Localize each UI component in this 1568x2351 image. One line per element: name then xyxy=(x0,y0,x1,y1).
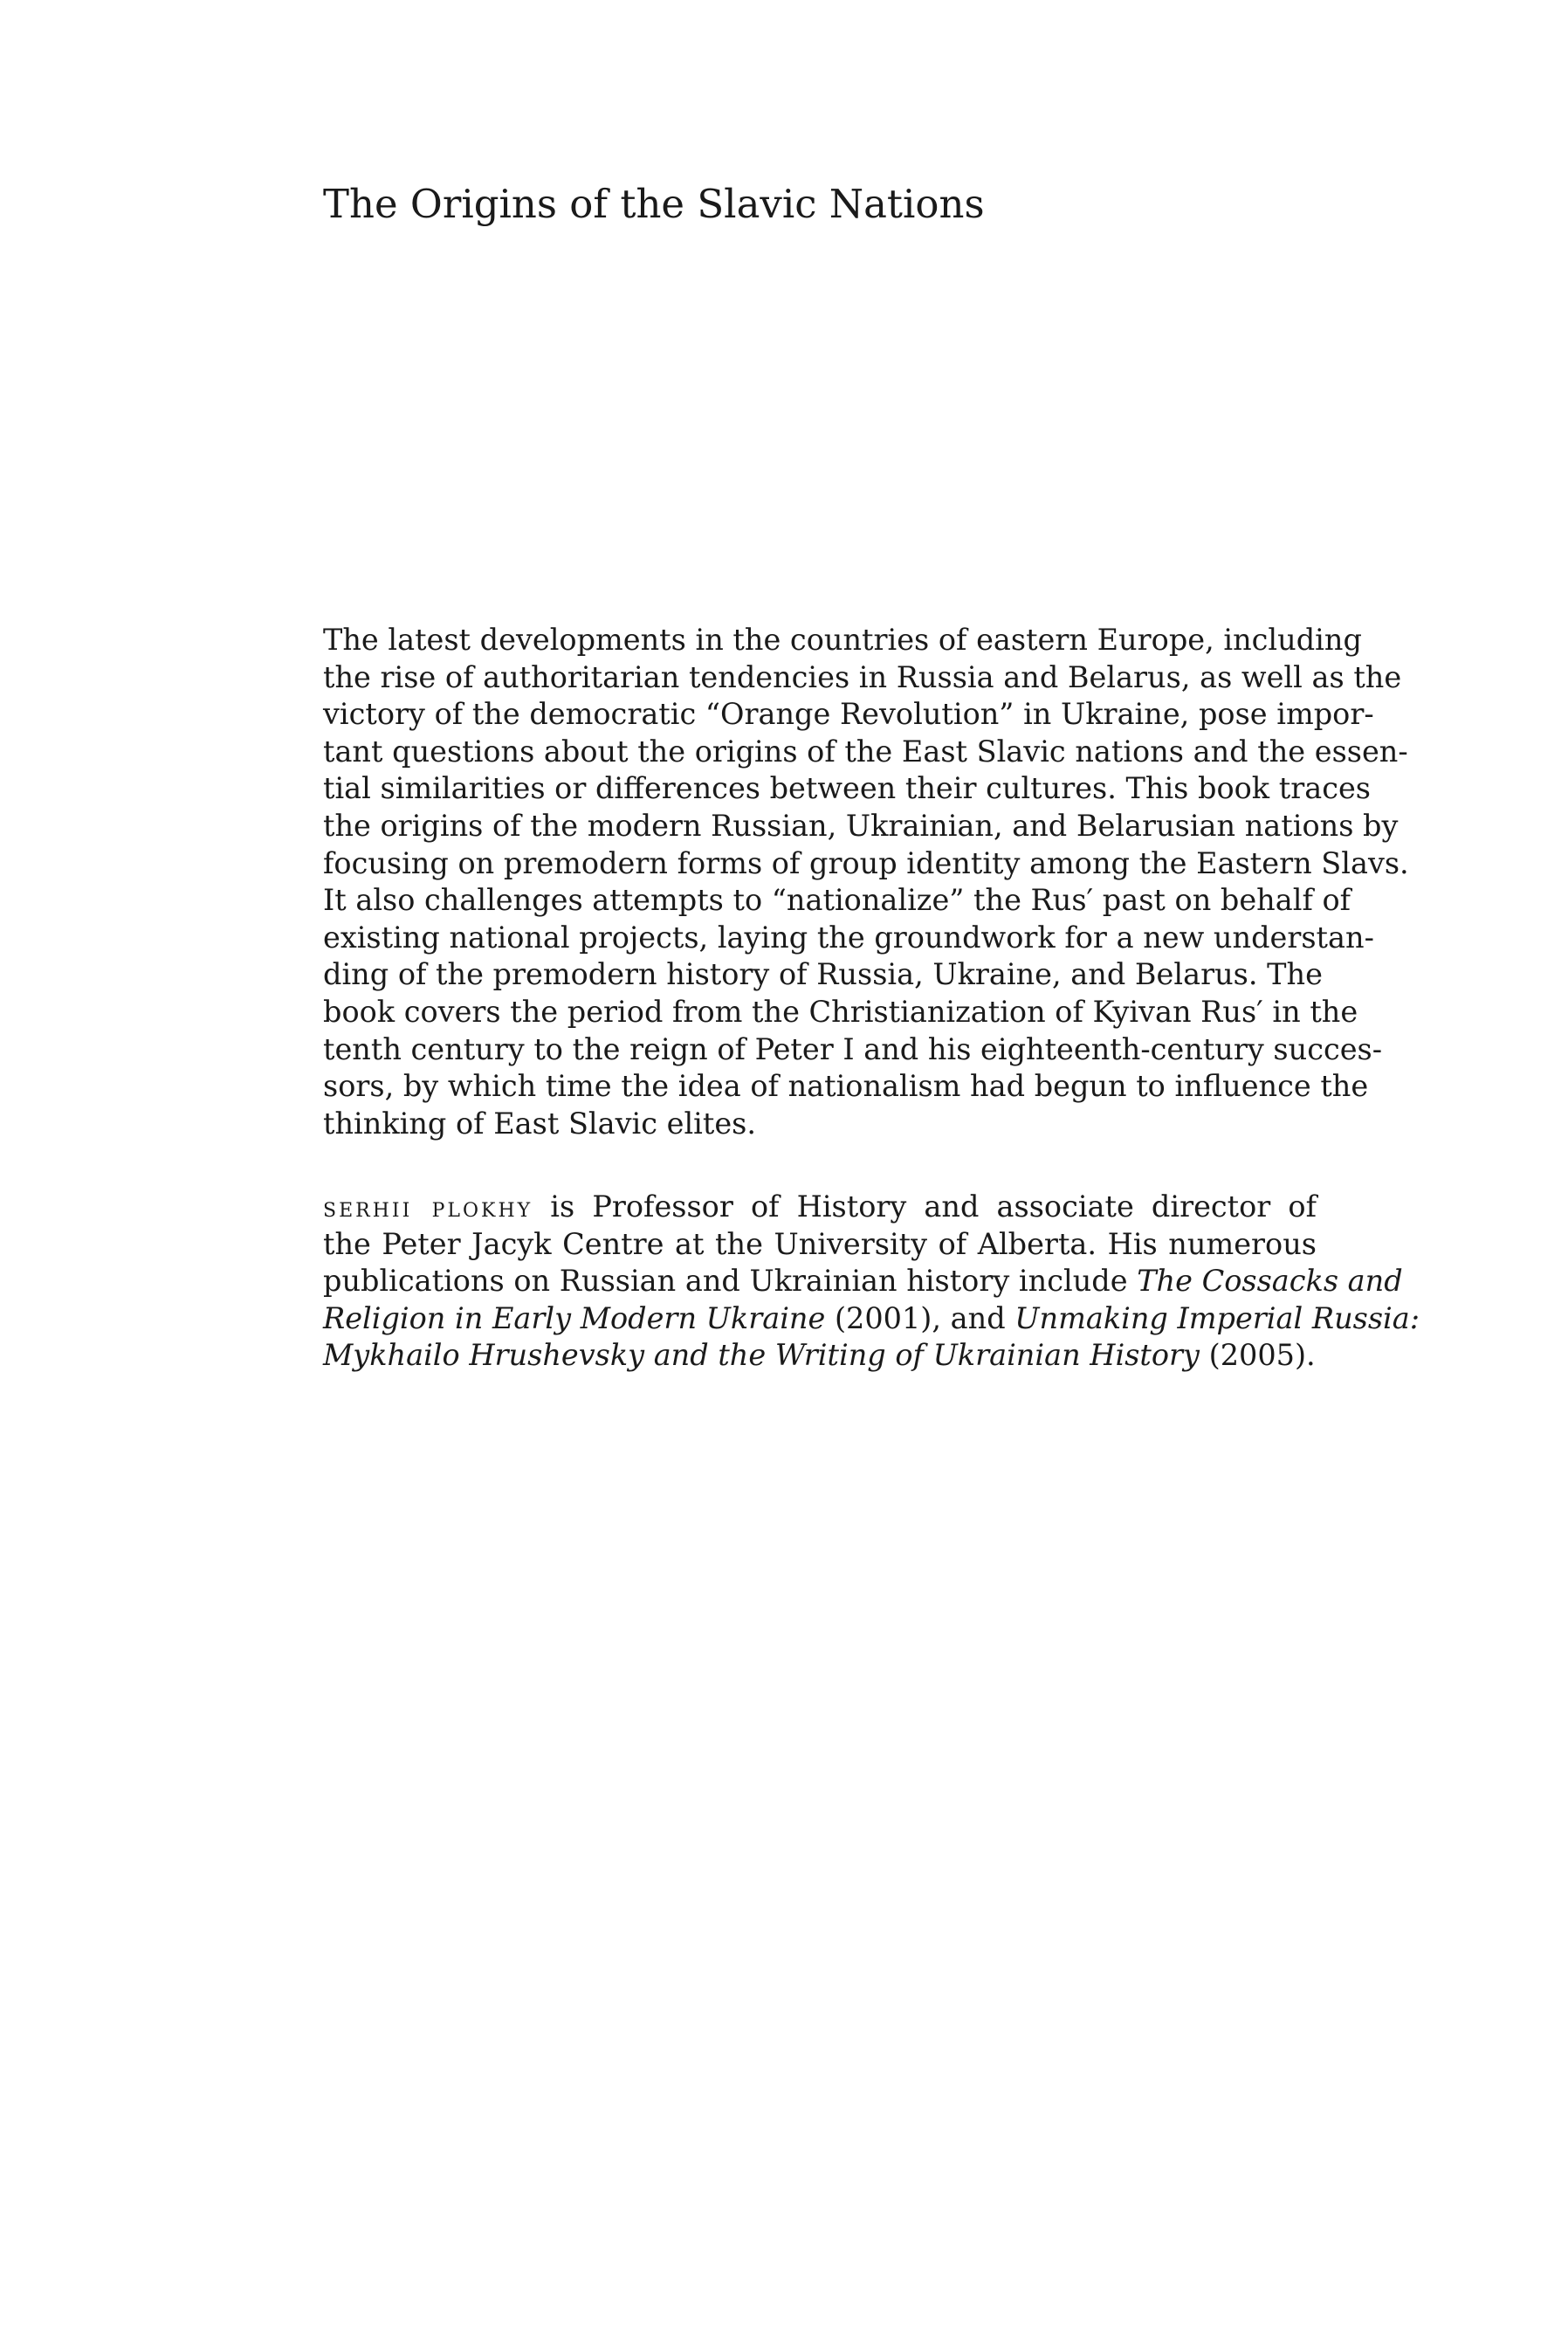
description-line: tial similarities or differences between their cultures. This book traces xyxy=(323,771,1371,806)
author-bio-text: publications on Russian and Ukrainian history include xyxy=(323,1264,1138,1299)
description-line: the rise of authoritarian tendencies in Russia and Belarus, as well as the xyxy=(323,659,1402,694)
description-line: ding of the premodern history of Russia, Ukraine, and Belarus. The xyxy=(323,957,1323,992)
book-title-italic: Religion in Early Modern Ukraine xyxy=(323,1300,826,1335)
description-line: The latest developments in the countries of eastern Europe, including xyxy=(323,623,1362,657)
description-line: sors, by which time the idea of nationalism had begun to influence the xyxy=(323,1069,1369,1104)
description-line: victory of the democratic “Orange Revolution” in Ukraine, pose impor- xyxy=(323,697,1374,732)
author-bio-text: is Professor of History and associate director of xyxy=(533,1189,1317,1224)
description-line: the origins of the modern Russian, Ukrainian, and Belarusian nations by xyxy=(323,808,1399,843)
description-line: thinking of East Slavic elites. xyxy=(323,1106,757,1141)
author-bio-line: the Peter Jacyk Centre at the University of Alberta. His numerous xyxy=(323,1226,1317,1261)
author-name: serhii plokhy xyxy=(323,1192,533,1224)
description-line: book covers the period from the Christianization of Kyivan Rus′ in the xyxy=(323,994,1358,1029)
author-bio-line xyxy=(323,1337,1317,1375)
description-line: tant questions about the origins of the East Slavic nations and the essen- xyxy=(323,734,1408,769)
author-bio-line xyxy=(323,1300,1420,1338)
author-bio-text: (2001), and xyxy=(825,1300,1015,1335)
book-title-italic: Mykhailo Hrushevsky and the Writing of Ukrainian History xyxy=(323,1338,1200,1373)
description-line: tenth century to the reign of Peter I and his eighteenth-century succes- xyxy=(323,1031,1383,1066)
book-title-italic: Unmaking Imperial Russia: xyxy=(1014,1300,1420,1335)
description-line: It also challenges attempts to “nationalize” the Rus′ past on behalf of xyxy=(323,883,1351,918)
description-line: focusing on premodern forms of group identity among the Eastern Slavs. xyxy=(323,845,1409,880)
author-bio-line xyxy=(323,1263,1403,1300)
author-bio-line xyxy=(323,1189,1317,1226)
description-line: existing national projects, laying the groundwork for a new understan- xyxy=(323,920,1374,955)
book-description xyxy=(323,622,1409,1142)
book-title: The Origins of the Slavic Nations xyxy=(323,181,985,227)
book-title-italic: The Cossacks and xyxy=(1137,1264,1403,1299)
author-bio-text: (2005). xyxy=(1200,1338,1316,1373)
author-bio xyxy=(323,1189,1420,1375)
